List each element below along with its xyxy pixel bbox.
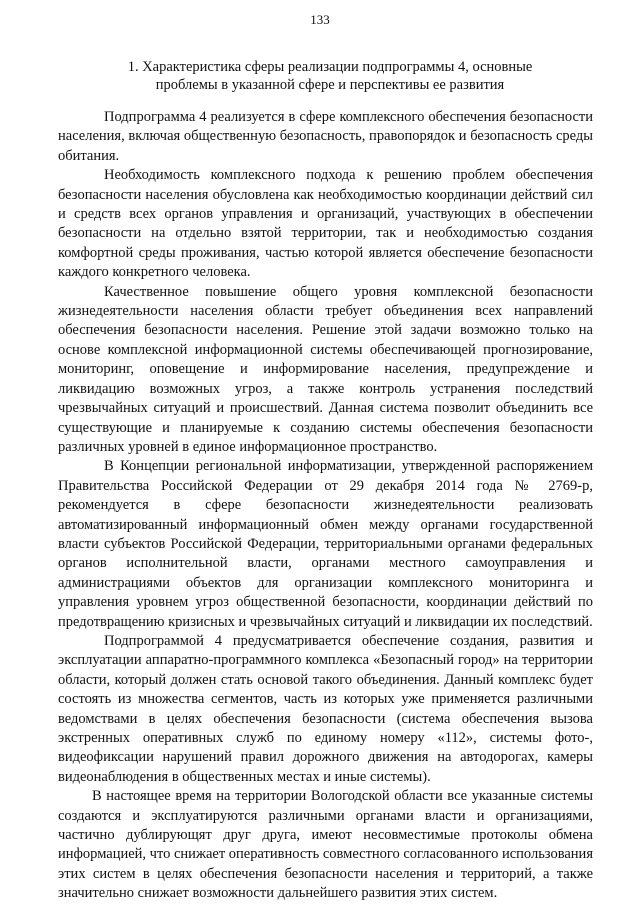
- section-heading-line-1: 1. Характеристика сферы реализации подпрограммы 4, основные: [127, 59, 533, 75]
- paragraph-3: Качественное повышение общего уровня комплексной безопасности жизнедеятельности населения области требует объединения всех направлений обеспечения безопасности населения. Решение этой задачи возможно только на основе комплексной информационной системы обеспечивающей прогнозирование, мониторинг, оповещение и информирование населения, предупреждение и ликвидацию возможных угроз, а также контроль устранения последствий чрезвычайных ситуаций и происшествий. Данная система позволит объединить все существующие и планируемые к созданию системы обеспечения безопасности различных уровней в единое информационное пространство.: [58, 283, 593, 455]
- paragraph-5: Подпрограммой 4 предусматривается обеспечение создания, развития и эксплуатации аппаратно-программного комплекса «Безопасный город» на территории области, который должен стать основой такого объединения. Данный комплекс будет состоять из множества сегментов, часть из которых уже применяется различными ведомствами в целях обеспечения безопасности (система обеспечения вызова экстренных оперативных служб по единому номеру «112», системы фото-, видеофиксации нарушений правил дорожного движения на автодорогах, камеры видеонаблюдения в общественных местах и иные системы).: [58, 632, 593, 785]
- paragraph-4: В Концепции региональной информатизации, утвержденной распоряжением Правительства Российской Федерации от 29 декабря 2014 года № 2769-р, рекомендуется в сфере безопасности жизнедеятельности реализовать автоматизированный информационный обмен между органами государственной власти субъектов Российской Федерации, территориальными органами федеральных органов исполнительной власти, органами местного самоуправления и администрациями объектов для организации комплексного мониторинга и управления уровнем угроз общественной безопасности, координации действий по предотвращению кризисных и чрезвычайных ситуаций и ликвидации их последствий.: [58, 458, 593, 630]
- section-heading-line-2: проблемы в указанной сфере и перспективы ее развития: [155, 77, 505, 93]
- document-body: [58, 108, 593, 904]
- page-number: 133: [310, 12, 330, 27]
- section-heading: [90, 58, 570, 94]
- paragraph-2: Необходимость комплексного подхода к решению проблем обеспечения безопасности населения обусловлена как необходимостью координации действий сил и средств всех органов управления и организаций, участвующих в обеспечении безопасности на отдельно взятой территории, так и необходимостью создания комфортной среды проживания, частью которой является обеспечение безопасности каждого конкретного человека.: [58, 167, 593, 281]
- paragraph-1: Подпрограмма 4 реализуется в сфере комплексного обеспечения безопасности населения, включая общественную безопасность, правопорядок и безопасность среды обитания.: [58, 109, 593, 164]
- paragraph-6: В настоящее время на территории Вологодской области все указанные системы создаются и эксплуатируются различными органами власти и организациями, частично дублирующят друг друга, имеют несовместимые протоколы обмена информацией, что снижает оперативность совместного согласованного использования этих систем в целях обеспечения безопасности населения и территорий, а также значительно снижает возможности дальнейшего развития этих систем.: [58, 788, 593, 902]
